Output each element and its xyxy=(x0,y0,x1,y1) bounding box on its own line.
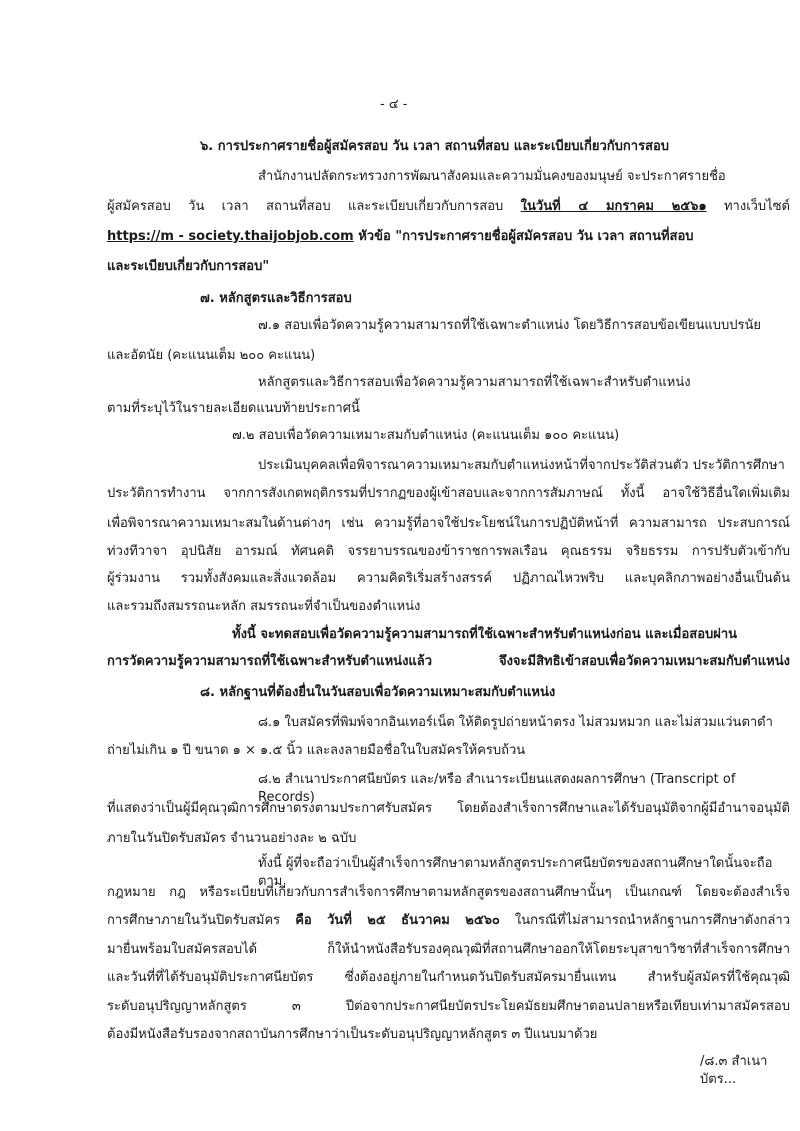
section-7-line: ประเมินบุคคลเพื่อพิจารณาความเหมาะสมกับตำแหน่งหน้าที่จากประวัติส่วนตัว ประวัติการศึกษา xyxy=(258,458,785,473)
section-7-line: การวัดความรู้ความสามารถที่ใช้เฉพาะสำหรับตำแหน่งแล้ว จึงจะมีสิทธิเข้าสอบเพื่อวัดความเหมาะสมกับตำแหน่ง xyxy=(107,654,790,669)
text: ทางเว็บไซต์ xyxy=(706,199,790,214)
section-8-line: ทั้งนี้ ผู้ที่จะถือว่าเป็นผู้สำเร็จการศึกษาตามหลักสูตรประกาศนียบัตรของสถานศึกษาใดนั้นจะถือตาม xyxy=(258,856,773,889)
closing-date: คือ วันที่ ๒๕ ธันวาคม ๒๕๖๐ xyxy=(295,913,500,928)
continuation-note: /๘.๓ สำเนาบัตร... xyxy=(700,1054,768,1087)
text: การศึกษาภายในวันปิดรับสมัคร xyxy=(107,913,296,928)
text: ในกรณีที่ไม่สามารถนำหลักฐานการศึกษาดังกล่าว xyxy=(499,913,790,928)
section-7-line: ประวัติการทำงาน จากการสังเกตพฤติกรรมที่ปรากฏของผู้เข้าสอบและจากการสัมภาษณ์ ทั้งนี้ อาจใช้วิธีอื่นใดเพิ่มเติม xyxy=(107,486,790,501)
section-7-line: ๗.๑ สอบเพื่อวัดความรู้ความสามารถที่ใช้เฉพาะตำแหน่ง โดยวิธีการสอบข้อเขียนแบบปรนัย xyxy=(258,318,762,333)
topic-text: หัวข้อ "การประกาศรายชื่อผู้สมัครสอบ วัน เวลา สถานที่สอบ xyxy=(353,229,694,244)
section-8-line: ระดับอนุปริญญาหลักสูตร ๓ ปีต่อจากประกาศนียบัตรประโยคมัธยมศึกษาตอนปลายหรือเทียบเท่ามาสมัครสอบ xyxy=(107,999,790,1014)
section-8-line: กฎหมาย กฎ หรือระเบียบที่เกี่ยวกับการสำเร็จการศึกษาตามหลักสูตรของสถานศึกษานั้นๆ เป็นเกณฑ์ โดยจะต้องสำเร็จ xyxy=(107,885,790,900)
section-6-line: สำนักงานปลัดกระทรวงการพัฒนาสังคมและความมั่นคงของมนุษย์ จะประกาศรายชื่อ xyxy=(258,169,726,184)
section-8-line: มายื่นพร้อมใบสมัครสอบได้ ก็ให้นำหนังสือรับรองคุณวุฒิที่สถานศึกษาออกให้โดยระบุสาขาวิชาที่สำเร็จการศึกษา xyxy=(107,942,790,957)
website-link[interactable]: https://m - society.thaijobjob.com xyxy=(107,229,354,244)
section-7-heading: ๗. หลักสูตรและวิธีการสอบ xyxy=(200,291,352,306)
section-8-line xyxy=(107,912,790,930)
section-6-line xyxy=(107,228,790,246)
section-8-line: ถ่ายไม่เกิน ๑ ปี ขนาด ๑ × ๑.๕ นิ้ว และลงลายมือชื่อในใบสมัครให้ครบถ้วน xyxy=(107,743,526,758)
section-6-heading: ๖. การประกาศรายชื่อผู้สมัครสอบ วัน เวลา สถานที่สอบ และระเบียบเกี่ยวกับการสอบ xyxy=(200,139,670,154)
section-7-line: ท่วงทีวาจา อุปนิสัย อารมณ์ ทัศนคติ จรรยาบรรณของข้าราชการพลเรือน คุณธรรม จริยธรรม การปรับตัวเข้ากับ xyxy=(107,544,790,559)
section-8-line: ภายในวันปิดรับสมัคร จำนวนอย่างละ ๒ ฉบับ xyxy=(107,831,357,846)
section-8-line: และวันที่ที่ได้รับอนุมัติประกาศนียบัตร ซึ่งต้องอยู่ภายในกำหนดวันปิดรับสมัครมายื่นแทน สำหรับผู้สมัครที่ใช้คุณวุฒิ xyxy=(107,970,790,985)
section-8-line: ที่แสดงว่าเป็นผู้มีคุณวุฒิการศึกษาตรงตามประกาศรับสมัคร โดยต้องสำเร็จการศึกษาและได้รับอนุมัติจากผู้มีอำนาจอนุมัติ xyxy=(107,801,790,816)
section-7-line: หลักสูตรและวิธีการสอบเพื่อวัดความรู้ความสามารถที่ใช้เฉพาะสำหรับตำแหน่ง xyxy=(258,375,691,390)
section-7-line: ตามที่ระบุไว้ในรายละเอียดแนบท้ายประกาศนี้ xyxy=(107,401,360,416)
announcement-date: ในวันที่ ๔ มกราคม ๒๕๖๑ xyxy=(520,199,707,214)
section-8-line: ต้องมีหนังสือรับรองจากสถาบันการศึกษาว่าเป็นระดับอนุปริญญาหลักสูตร ๓ ปีแนบมาด้วย xyxy=(107,1027,598,1042)
section-7-line: ทั้งนี้ จะทดสอบเพื่อวัดความรู้ความสามารถที่ใช้เฉพาะสำหรับตำแหน่งก่อน และเมื่อสอบผ่าน xyxy=(232,627,738,642)
section-7-line: เพื่อพิจารณาความเหมาะสมในด้านต่างๆ เช่น ความรู้ที่อาจใช้ประโยชน์ในการปฏิบัติหน้าที่ ความสามารถ ประสบการณ์ xyxy=(107,516,790,531)
text: ผู้สมัครสอบ วัน เวลา สถานที่สอบ และระเบียบเกี่ยวกับการสอบ xyxy=(107,199,521,214)
section-7-line: และอัตนัย (คะแนนเต็ม ๒๐๐ คะแนน) xyxy=(107,348,316,363)
section-8-line: ๘.๒ สำเนาประกาศนียบัตร และ/หรือ สำเนาระเบียนแสดงผลการศึกษา (Transcript of Records) xyxy=(258,772,736,805)
section-6-line xyxy=(107,198,790,216)
section-7-line: และรวมถึงสมรรถนะหลัก สมรรถนะที่จำเป็นของตำแหน่ง xyxy=(107,599,421,614)
section-6-line: และระเบียบเกี่ยวกับการสอบ" xyxy=(107,259,270,274)
section-7-line: ๗.๒ สอบเพื่อวัดความเหมาะสมกับตำแหน่ง (คะแนนเต็ม ๑๐๐ คะแนน) xyxy=(232,428,620,443)
section-7-line: ผู้ร่วมงาน รวมทั้งสังคมและสิ่งแวดล้อม ความคิดริเริ่มสร้างสรรค์ ปฏิภาณไหวพริบ และบุคลิกภาพอย่างอื่นเป็นต้น xyxy=(107,571,790,586)
section-8-line: ๘.๑ ใบสมัครที่พิมพ์จากอินเทอร์เน็ต ให้ติดรูปถ่ายหน้าตรง ไม่สวมหมวก และไม่สวมแว่นตาดำ xyxy=(258,715,773,730)
section-8-heading: ๘. หลักฐานที่ต้องยื่นในวันสอบเพื่อวัดความเหมาะสมกับตำแหน่ง xyxy=(200,685,556,700)
page-number: - ๔ - xyxy=(380,97,408,112)
